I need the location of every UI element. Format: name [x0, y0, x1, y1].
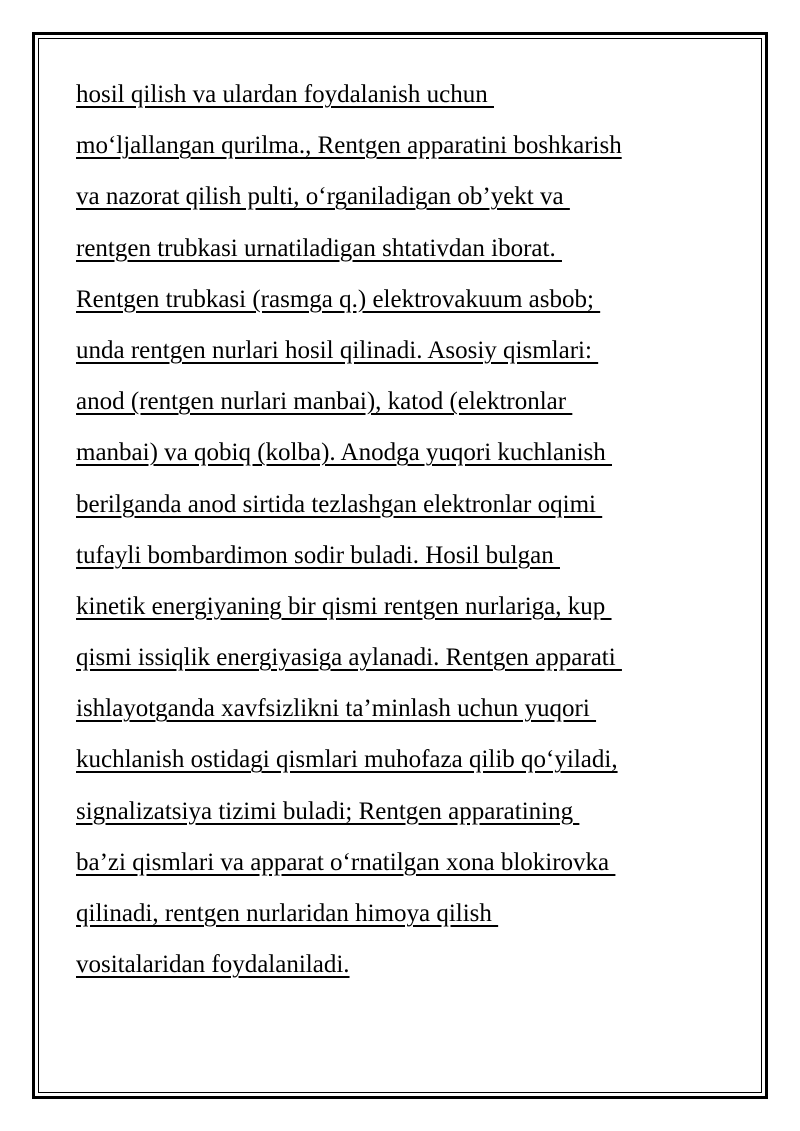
text-line: tufayli bombardimon sodir buladi. Hosil bulgan: [76, 541, 560, 569]
text-line: anod (rentgen nurlari manbai), katod (elektronlar: [76, 388, 573, 416]
text-line: qismi issiqlik energiyasiga aylanadi. Rentgen apparati: [76, 644, 622, 672]
text-line: rentgen trubkasi urnatiladigan shtativdan iborat.: [76, 234, 562, 262]
text-line: ishlayotganda xavfsizlikni ta’minlash uchun yuqori: [76, 695, 597, 723]
text-line: berilganda anod sirtida tezlashgan elektronlar oqimi: [76, 490, 603, 518]
text-line: mo‘ljallangan qurilma., Rentgen apparatini boshkarish: [76, 132, 622, 160]
text-line: manbai) va qobiq (kolba). Anodga yuqori kuchlanish: [76, 439, 612, 467]
text-line: kinetik energiyaning bir qismi rentgen nurlariga, kup: [76, 592, 612, 620]
text-line: va nazorat qilish pulti, o‘rganiladigan ob’yekt va: [76, 183, 570, 211]
text-line: Rentgen trubkasi (rasmga q.) elektrovakuum asbob;: [76, 285, 601, 313]
text-line: signalizatsiya tizimi buladi; Rentgen apparatining: [76, 797, 580, 825]
text-line: ba’zi qismlari va apparat o‘rnatilgan xona blokirovka: [76, 848, 616, 876]
document-body: [76, 75, 756, 996]
text-line: hosil qilish va ulardan foydalanish uchun: [76, 81, 494, 108]
text-line: qilinadi, rentgen nurlaridan himoya qilish: [76, 900, 499, 927]
text-line: vositalaridan foydalaniladi.: [76, 951, 350, 979]
text-line: kuchlanish ostidagi qismlari muhofaza qilib qo‘yiladi,: [76, 746, 618, 774]
text-line: unda rentgen nurlari hosil qilinadi. Asosiy qismlari:: [76, 336, 599, 364]
